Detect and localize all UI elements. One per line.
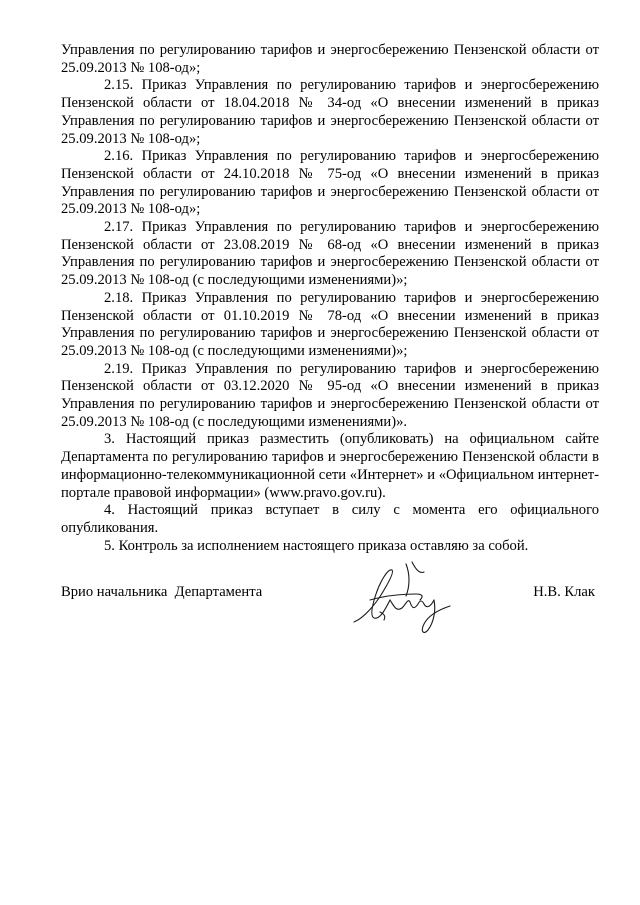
document-body: [61, 42, 599, 555]
paragraph-item-4: 4. Настоящий приказ вступает в силу с момента его официального опубликования.: [61, 502, 599, 536]
paragraph-item-2-16: 2.16. Приказ Управления по регулированию тарифов и энергосбережению Пензенской области от 24.10.2018 № 75-од «О внесении изменений в приказ Управления по регулированию тарифов и энергосбережению Пензенской области от 25.09.2013 № 108-од»;: [61, 148, 599, 218]
paragraph-item-2-17: 2.17. Приказ Управления по регулированию тарифов и энергосбережению Пензенской области от 23.08.2019 № 68-од «О внесении изменений в приказ Управления по регулированию тарифов и энергосбережению Пензенской области от 25.09.2013 № 108-од (с последующими изменениями)»;: [61, 219, 599, 289]
paragraph-item-3: 3. Настоящий приказ разместить (опубликовать) на официальном сайте Департамента по регулированию тарифов и энергосбережению Пензенской области в информационно-телекоммуникационной сети «Интернет» и «Официальном интернет-портале правовой информации» (www.pravo.gov.ru).: [61, 431, 599, 501]
signature-block: [61, 576, 599, 656]
signatory-title: Врио начальника Департамента: [61, 584, 263, 600]
paragraph-item-2-15: 2.15. Приказ Управления по регулированию тарифов и энергосбережению Пензенской области от 18.04.2018 № 34-од «О внесении изменений в приказ Управления по регулированию тарифов и энергосбережению Пензенской области от 25.09.2013 № 108-од»;: [61, 77, 599, 147]
signatory-name: Н.В. Клак: [533, 584, 595, 600]
paragraph-continuation: Управления по регулированию тарифов и энергосбережению Пензенской области от 25.09.2013 № 108-од»;: [61, 42, 599, 76]
paragraph-item-5: 5. Контроль за исполнением настоящего приказа оставляю за собой.: [104, 537, 529, 554]
paragraph-item-2-19: 2.19. Приказ Управления по регулированию тарифов и энергосбережению Пензенской области от 03.12.2020 № 95-од «О внесении изменений в приказ Управления по регулированию тарифов и энергосбережению Пензенской области от 25.09.2013 № 108-од (с последующими изменениями)».: [61, 360, 599, 430]
paragraph-item-2-18: 2.18. Приказ Управления по регулированию тарифов и энергосбережению Пензенской области от 01.10.2019 № 78-од «О внесении изменений в приказ Управления по регулированию тарифов и энергосбережению Пензенской области от 25.09.2013 № 108-од (с последующими изменениями)»;: [61, 289, 599, 359]
handwritten-signature-icon: [350, 560, 460, 638]
